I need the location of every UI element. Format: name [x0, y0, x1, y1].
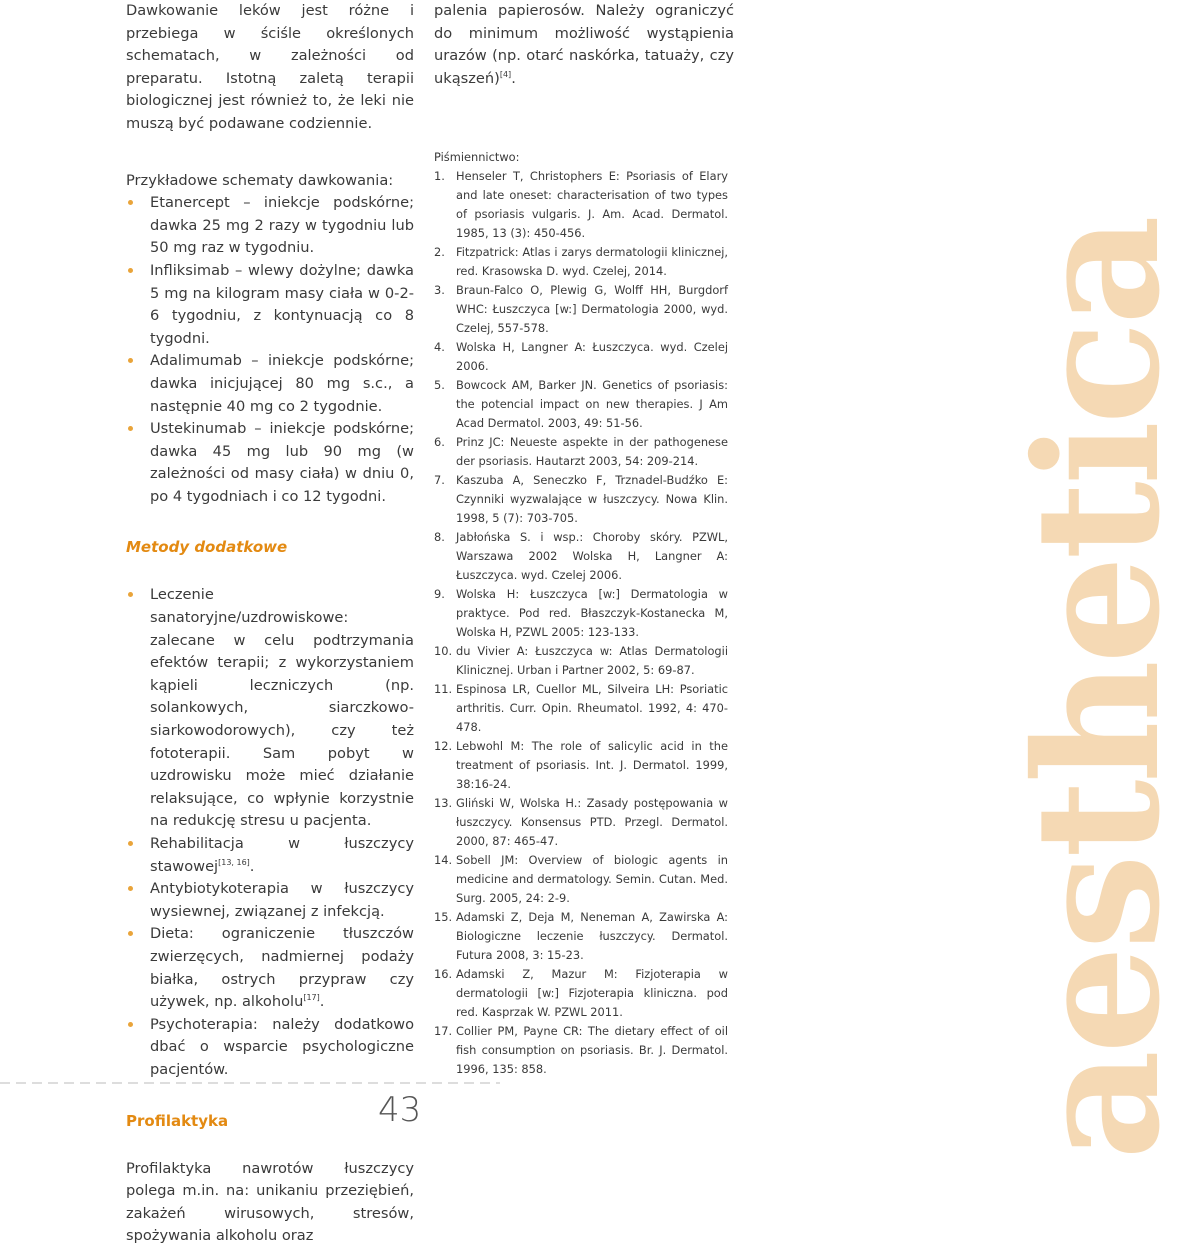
reference-text: Espinosa LR, Cuellor ML, Silveira LH: Psoriatic arthritis. Curr. Opin. Rheumatol. 1992, 4: 470-478.	[456, 682, 728, 735]
list-item: Etanercept – iniekcje podskórne; dawka 25 mg 2 razy w tygodniu lub 50 mg raz w tygodniu.	[126, 192, 414, 260]
list-item: Infliksimab – wlewy dożylne; dawka 5 mg na kilogram masy ciała w 0-2-6 tygodniu, z kontynuacją co 8 tygodni.	[126, 260, 414, 350]
list-item: Adalimumab – iniekcje podskórne; dawka inicjującej 80 mg s.c., a następnie 40 mg co 2 tygodnie.	[126, 350, 414, 418]
reference-item	[434, 167, 728, 243]
reference-item	[434, 471, 728, 528]
reference-text: Jabłońska S. i wsp.: Choroby skóry. PZWL, Warszawa 2002 Wolska H, Langner A: Łuszczyca. wyd. Czelej 2006.	[456, 530, 728, 583]
reference-item	[434, 376, 728, 433]
reference-text: Fitzpatrick: Atlas i zarys dermatologii klinicznej, red. Krasowska D. wyd. Czelej, 2014.	[456, 245, 728, 279]
dosing-schemes-title: Przykładowe schematy dawkowania:	[126, 171, 394, 189]
reference-item	[434, 585, 728, 642]
references-column	[434, 148, 728, 1079]
right-column-top	[434, 0, 734, 90]
section-heading-prevention: Profilaktyka	[126, 1111, 229, 1130]
left-column	[126, 0, 414, 1248]
reference-text: Bowcock AM, Barker JN. Genetics of psoriasis: the potencial impact on new therapies. J Am Acad Dermatol. 2003, 49: 51-56.	[456, 378, 728, 431]
list-item: Ustekinumab – iniekcje podskórne; dawka 45 mg lub 90 mg (w zależności od masy ciała) w dniu 0, po 4 tygodniach i co 12 tygodni.	[126, 418, 414, 508]
citation-ref: [4]	[499, 69, 512, 79]
prevention-paragraph: Profilaktyka nawrotów łuszczycy polega m.in. na: unikaniu przeziębień, zakażeń wirusowych, stresów, spożywania alkoholu oraz	[126, 1159, 414, 1245]
reference-item	[434, 433, 728, 471]
brand-watermark	[840, 0, 1198, 1166]
reference-item	[434, 243, 728, 281]
reference-text: Sobell JM: Overview of biologic agents in medicine and dermatology. Semin. Cutan. Med. Surg. 2005, 24: 2-9.	[456, 853, 728, 906]
reference-text: Braun-Falco O, Plewig G, Wolff HH, Burgdorf WHC: Łuszczyca [w:] Dermatologia 2000, wyd. Czelej, 557-578.	[456, 283, 728, 336]
page-number: 43	[378, 1090, 422, 1130]
bullet-icon	[128, 268, 133, 273]
reference-item	[434, 794, 728, 851]
reference-item	[434, 965, 728, 1022]
reference-text: Henseler T, Christophers E: Psoriasis of Elary and late oneset: characterisation of two types of psoriasis vulgaris. J. Am. Acad. Dermatol. 1985, 13 (3): 450-456.	[456, 169, 728, 241]
reference-text: Kaszuba A, Seneczko F, Trznadel-Budźko E: Czynniki wyzwalające w łuszczycy. Nowa Klin. 1998, 5 (7): 703-705.	[456, 473, 728, 526]
reference-number: 14.	[434, 853, 453, 868]
reference-number: 13.	[434, 796, 453, 811]
list-item: Dieta: ograniczenie tłuszczów zwierzęcych, nadmiernej podaży białka, ostrych przypraw czy używek, np. alkoholu[17].	[126, 923, 414, 1013]
reference-item	[434, 737, 728, 794]
reference-number: 9.	[434, 587, 445, 602]
reference-number: 2.	[434, 245, 445, 260]
brand-wordmark: aesthetica	[998, 218, 1198, 1160]
reference-item	[434, 1022, 728, 1079]
citation-ref: [17]	[303, 993, 320, 1003]
dosing-schemes-list	[126, 192, 414, 508]
reference-item	[434, 680, 728, 737]
reference-number: 10.	[434, 644, 453, 659]
list-item: Antybiotykoterapia w łuszczycy wysiewnej, związanej z infekcją.	[126, 878, 414, 923]
reference-number: 17.	[434, 1024, 453, 1039]
bullet-icon	[128, 426, 133, 431]
reference-text: Collier PM, Payne CR: The dietary effect of oil fish consumption on psoriasis. Br. J. Dermatol. 1996, 135: 858.	[456, 1024, 728, 1077]
reference-number: 6.	[434, 435, 445, 450]
reference-number: 11.	[434, 682, 453, 697]
methods-list	[126, 584, 414, 1081]
reference-number: 16.	[434, 967, 453, 982]
continued-paragraph: palenia papierosów. Należy ograniczyć do minimum możliwość wystąpienia urazów (np. otarć naskórka, tatuaży, czy ukąszeń)[4].	[434, 2, 734, 87]
bullet-icon	[128, 592, 133, 597]
reference-text: Wolska H: Łuszczyca [w:] Dermatologia w praktyce. Pod red. Błaszczyk-Kostanecka M, Wolska H, PZWL 2005: 123-133.	[456, 587, 728, 640]
bullet-icon	[128, 358, 133, 363]
reference-number: 3.	[434, 283, 445, 298]
reference-number: 4.	[434, 340, 445, 355]
list-item: Rehabilitacja w łuszczycy stawowej[13, 16].	[126, 833, 414, 878]
reference-text: Adamski Z, Deja M, Neneman A, Zawirska A: Biologiczne leczenie łuszczycy. Dermatol. Futura 2008, 3: 15-23.	[456, 910, 728, 963]
section-heading-methods: Metody dodatkowe	[126, 538, 288, 557]
bullet-icon	[128, 841, 133, 846]
reference-number: 12.	[434, 739, 453, 754]
bullet-icon	[128, 200, 133, 205]
reference-text: Lebwohl M: The role of salicylic acid in the treatment of psoriasis. Int. J. Dermatol. 1999, 38:16-24.	[456, 739, 728, 792]
list-item: Psychoterapia: należy dodatkowo dbać o wsparcie psychologiczne pacjentów.	[126, 1014, 414, 1082]
reference-number: 8.	[434, 530, 445, 545]
reference-text: du Vivier A: Łuszczyca w: Atlas Dermatologii Klinicznej. Urban i Partner 2002, 5: 69-87.	[456, 644, 728, 678]
reference-item	[434, 908, 728, 965]
reference-number: 1.	[434, 169, 445, 184]
reference-text: Prinz JC: Neueste aspekte in der pathogenese der psoriasis. Hautarzt 2003, 54: 209-214.	[456, 435, 728, 469]
reference-number: 5.	[434, 378, 445, 393]
reference-text: Gliński W, Wolska H.: Zasady postępowania w łuszczycy. Konsensus PTD. Przegl. Dermatol. 2000, 87: 465-47.	[456, 796, 728, 849]
bullet-icon	[128, 931, 133, 936]
reference-item	[434, 281, 728, 338]
list-item: Leczenie sanatoryjne/uzdrowiskowe: zalecane w celu podtrzymania efektów terapii; z wykorzystaniem kąpieli leczniczych (np. solankowych, siarczkowo-siarkowodorowych), czy też fototerapii. Sam pobyt w uzdrowisku może mieć działanie relaksujące, co wpłynie korzystnie na redukcję stresu u pacjenta.	[126, 584, 414, 833]
footer-dashed-rule	[0, 1082, 500, 1084]
reference-text: Adamski Z, Mazur M: Fizjoterapia w dermatologii [w:] Fizjoterapia kliniczna. pod red. Kasprzak W. PZWL 2011.	[456, 967, 728, 1020]
intro-paragraph: Dawkowanie leków jest różne i przebiega w ściśle określonych schematach, w zależności od preparatu. Istotną zaletą terapii biologicznej jest również to, że leki nie muszą być podawane codziennie.	[126, 2, 414, 132]
reference-number: 7.	[434, 473, 445, 488]
reference-item	[434, 642, 728, 680]
references-list	[434, 167, 728, 1079]
bullet-icon	[128, 886, 133, 891]
reference-text: Wolska H, Langner A: Łuszczyca. wyd. Czelej 2006.	[456, 340, 728, 374]
reference-item	[434, 851, 728, 908]
references-title: Piśmiennictwo:	[434, 150, 520, 164]
reference-item	[434, 528, 728, 585]
citation-ref: [13, 16]	[218, 857, 250, 867]
reference-item	[434, 338, 728, 376]
reference-number: 15.	[434, 910, 453, 925]
bullet-icon	[128, 1022, 133, 1027]
